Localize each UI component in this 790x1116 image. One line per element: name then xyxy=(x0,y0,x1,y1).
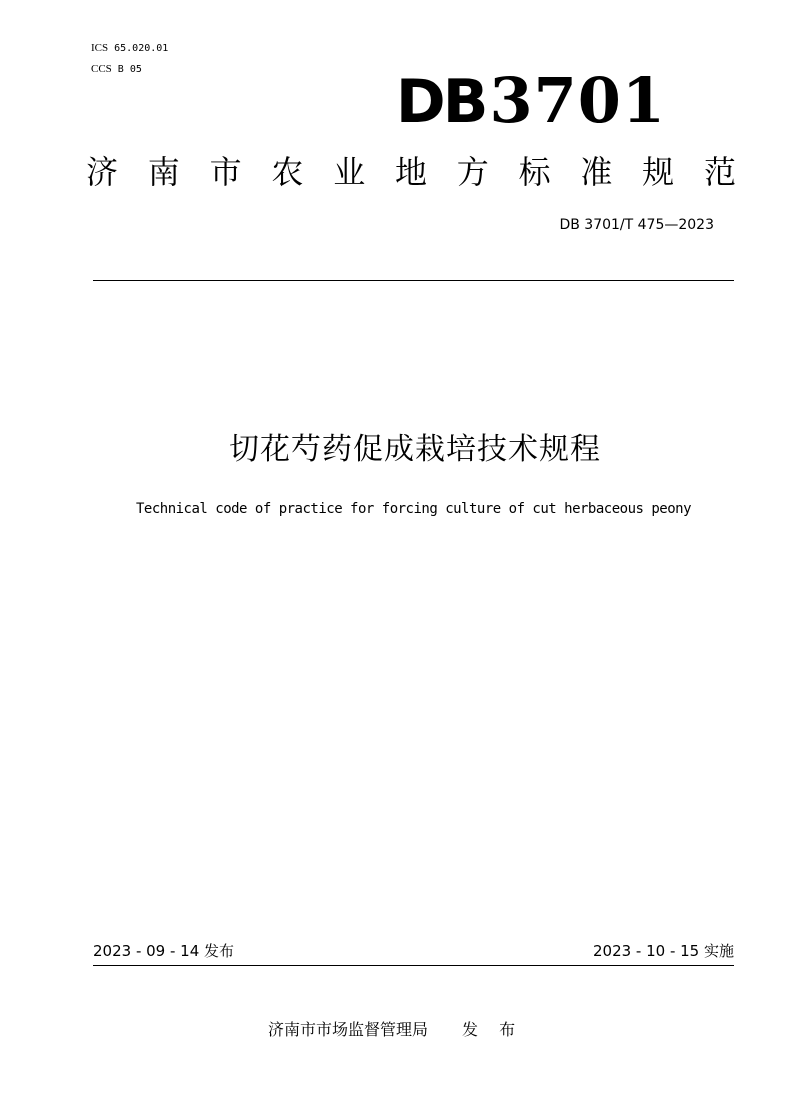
issuer-verb: 发 布 xyxy=(462,1020,524,1039)
issue-date: 2023 - 09 - 14 发布 xyxy=(93,942,235,960)
standard-type-char: 农 xyxy=(271,153,304,191)
standard-type-char: 准 xyxy=(580,153,613,191)
standard-type-char: 业 xyxy=(333,153,366,191)
standard-type-char: 范 xyxy=(703,153,736,191)
ccs-label: CCS xyxy=(91,63,112,75)
standard-type-title xyxy=(86,150,736,194)
standard-type-char: 规 xyxy=(642,153,675,191)
standard-type-char: 南 xyxy=(147,153,180,191)
issuer-name: 济南市市场监督管理局 xyxy=(268,1020,429,1039)
bottom-divider xyxy=(93,965,734,966)
standard-number: DB 3701/T 475—2023 xyxy=(559,217,714,233)
document-title-cn: 切花芍药促成栽培技术规程 xyxy=(229,432,601,467)
ccs-line xyxy=(91,59,168,80)
standard-type-char: 济 xyxy=(86,153,119,191)
db-logo-prefix: DB xyxy=(395,67,486,137)
standard-type-char: 市 xyxy=(209,153,242,191)
db-logo xyxy=(396,66,666,137)
ics-code: 65.020.01 xyxy=(114,43,169,54)
ccs-code: B 05 xyxy=(117,64,142,75)
document-title-en: Technical code of practice for forcing culture of cut herbaceous peony xyxy=(135,501,691,517)
ics-label: ICS xyxy=(91,42,109,54)
standard-type-char: 地 xyxy=(394,153,427,191)
standard-type-char: 方 xyxy=(456,153,489,191)
db-logo-region: 3701 xyxy=(489,64,666,137)
classification-block xyxy=(91,38,168,80)
top-divider xyxy=(93,280,734,281)
implementation-date: 2023 - 10 - 15 实施 xyxy=(592,942,734,960)
issuer-line xyxy=(268,1018,523,1042)
standard-type-char: 标 xyxy=(518,153,551,191)
ics-line xyxy=(91,38,168,59)
